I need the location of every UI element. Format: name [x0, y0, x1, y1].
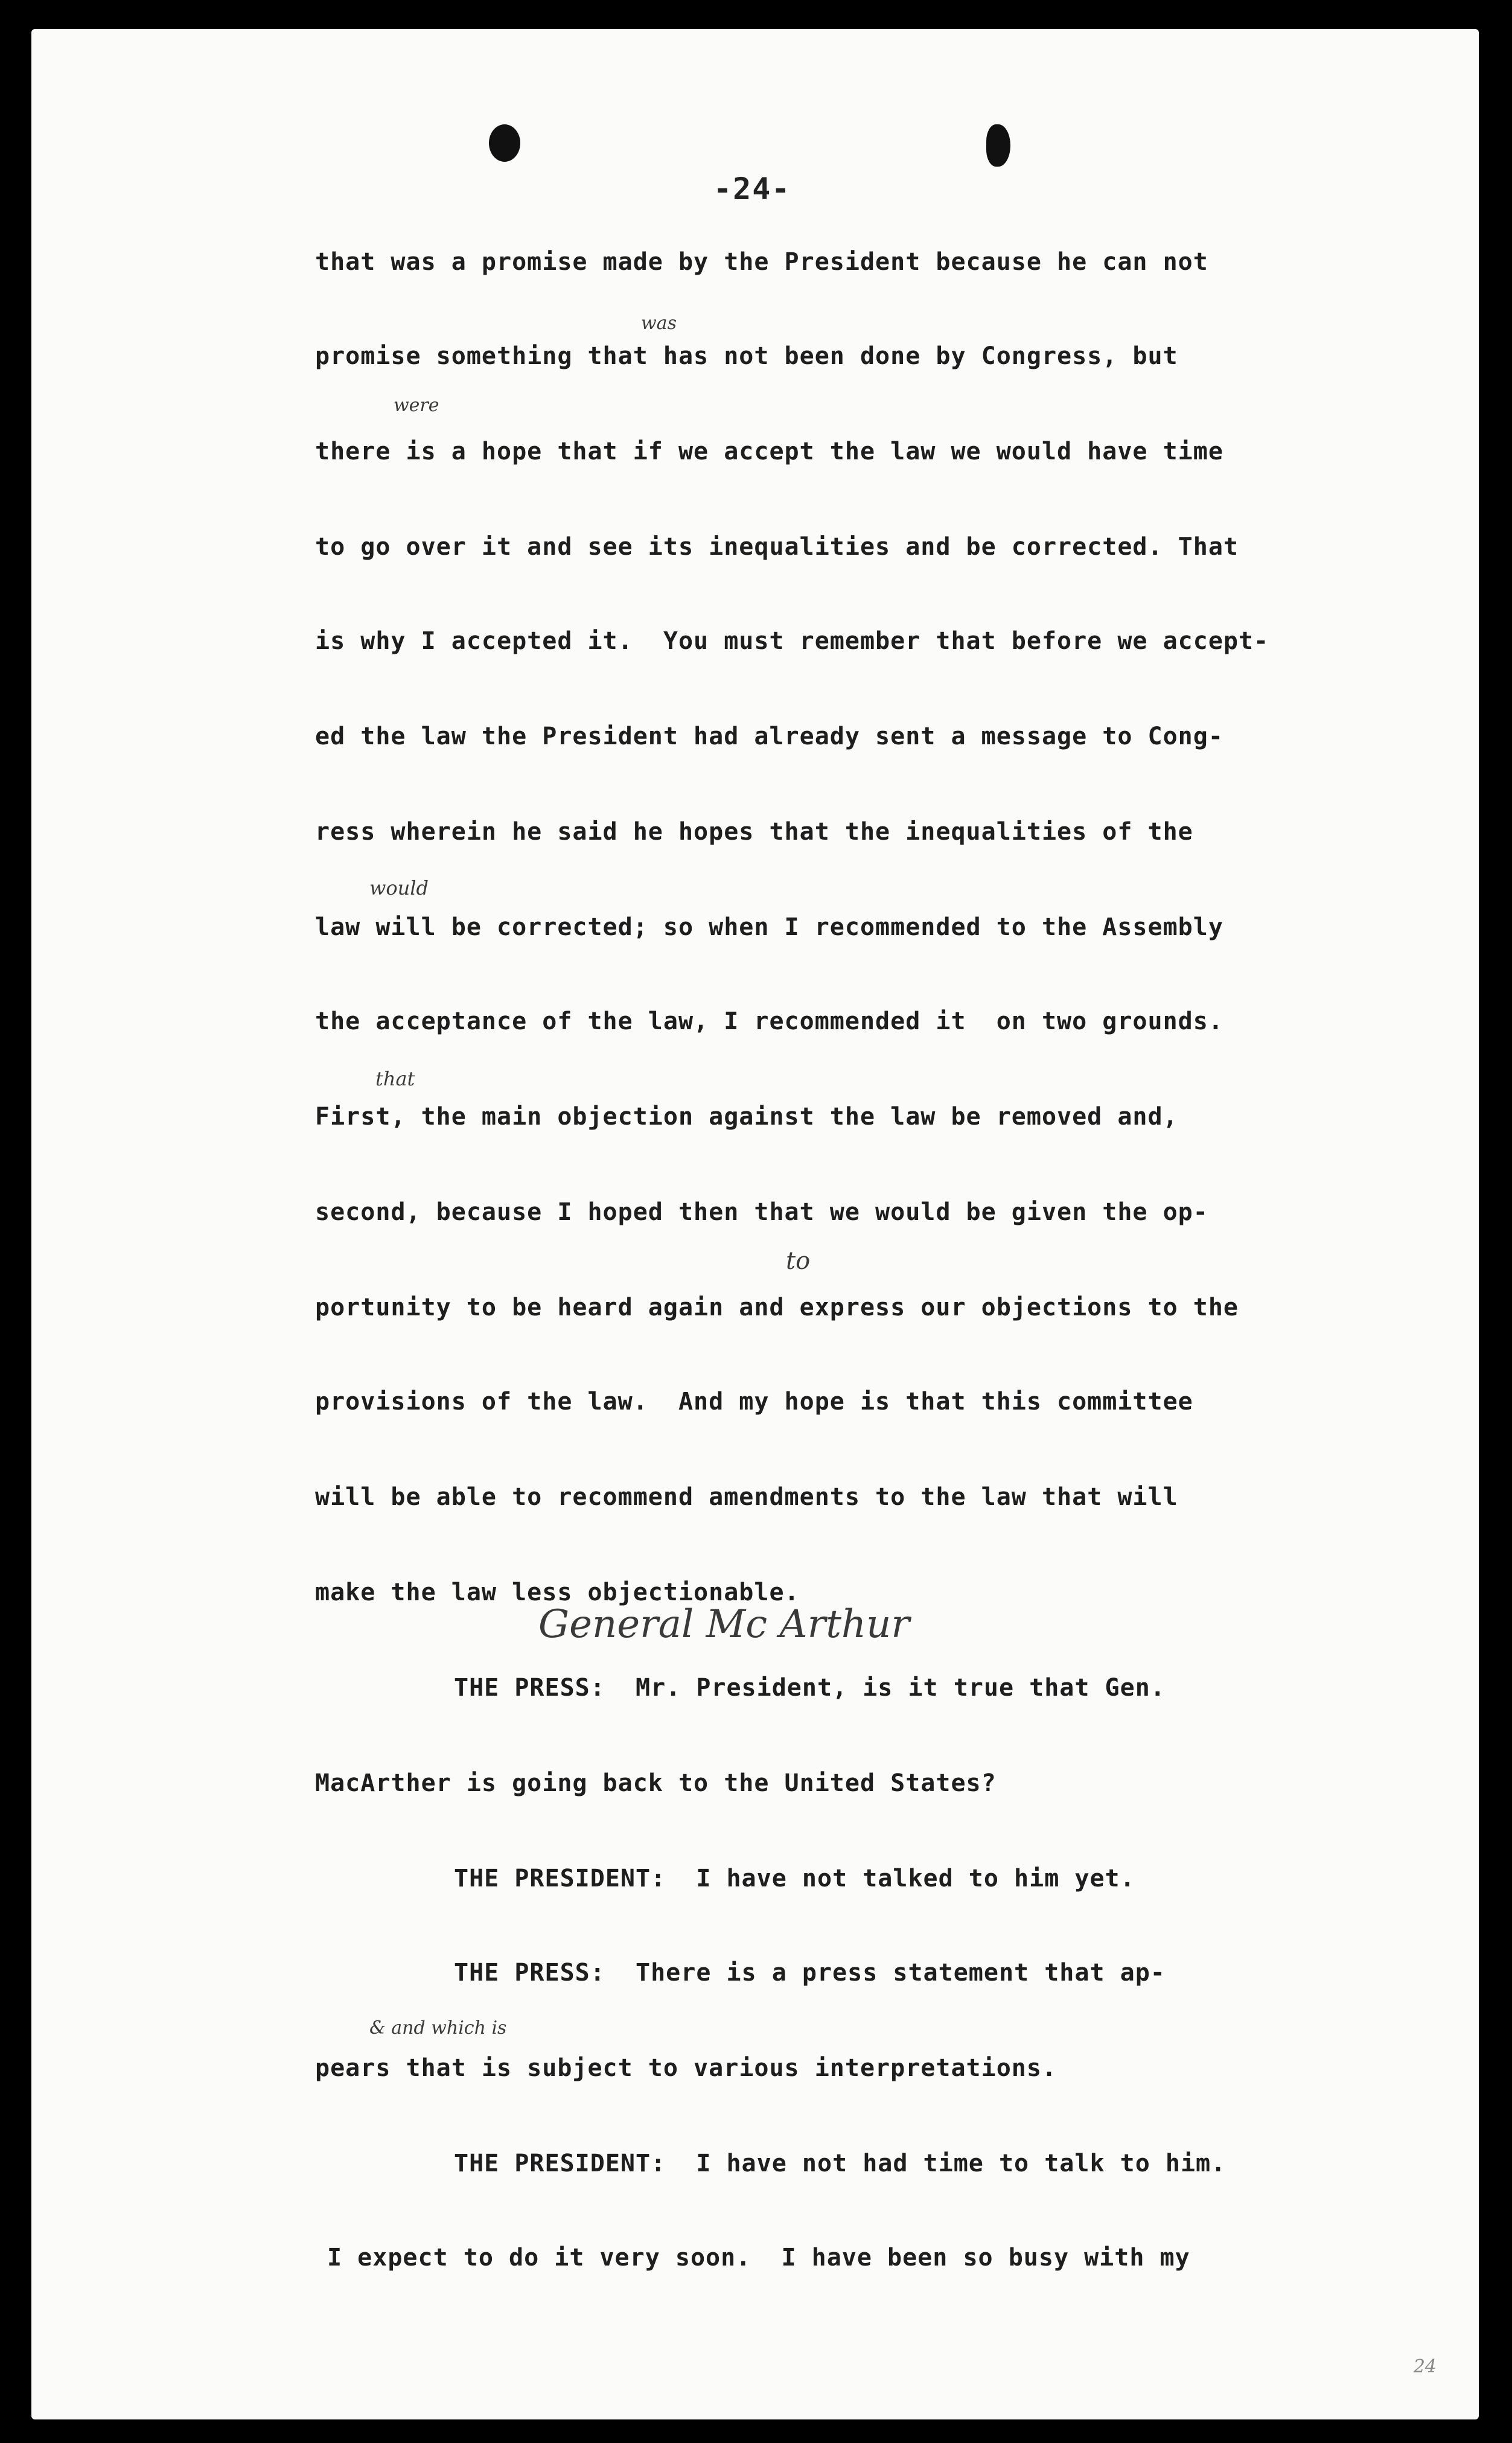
text-line-6: ed the law the President had already sent a message to Cong- — [315, 723, 1223, 750]
text-line-13: provisions of the law. And my hope is that this committee — [315, 1388, 1193, 1416]
text-line-19: THE PRESS: There is a press statement that ap- — [454, 1959, 1166, 1987]
text-line-21: THE PRESIDENT: I have not had time to talk to him. — [454, 2150, 1227, 2177]
text-line-22: I expect to do it very soon. I have been so busy with my — [327, 2244, 1190, 2272]
text-line-10: First, the main objection against the law be removed and, — [315, 1103, 1178, 1131]
text-line-18: THE PRESIDENT: I have not talked to him yet. — [454, 1865, 1135, 1892]
corner-folio-number: 24 — [1413, 2356, 1437, 2377]
document-page — [31, 29, 1479, 2419]
signature-general-mcarthur: General Mc Arthur — [538, 1602, 910, 1647]
text-line-17: MacArther is going back to the United States? — [315, 1769, 997, 1797]
handwritten-note-would: would — [369, 877, 429, 899]
page-number: -24- — [713, 171, 791, 206]
handwritten-note-that: that — [375, 1067, 415, 1090]
handwritten-note-was: was — [641, 313, 677, 334]
text-line-3: there is a hope that if we accept the law we would have time — [315, 438, 1223, 465]
punch-hole-right — [986, 124, 1010, 167]
handwritten-note-were: were — [394, 395, 439, 416]
text-line-4: to go over it and see its inequalities and be corrected. That — [315, 533, 1239, 561]
text-line-15: make the law less objectionable. — [315, 1579, 800, 1606]
text-line-12: portunity to be heard again and express our objections to the — [315, 1294, 1239, 1321]
text-line-8: law will be corrected; so when I recommended to the Assembly — [315, 913, 1223, 941]
text-line-11: second, because I hoped then that we would be given the op- — [315, 1198, 1208, 1226]
punch-hole-left — [489, 124, 520, 162]
text-line-2: promise something that has not been done by Congress, but — [315, 342, 1178, 370]
text-line-7: ress wherein he said he hopes that the inequalities of the — [315, 818, 1193, 846]
handwritten-note-to: to — [786, 1247, 811, 1275]
text-line-16: THE PRESS: Mr. President, is it true that Gen. — [454, 1674, 1166, 1702]
text-line-9: the acceptance of the law, I recommended it on two grounds. — [315, 1008, 1223, 1035]
handwritten-note-and-which-is: & and which is — [369, 2017, 507, 2039]
text-line-5: is why I accepted it. You must remember that before we accept- — [315, 627, 1269, 655]
text-line-1: that was a promise made by the President because he can not — [315, 248, 1208, 276]
text-line-20: pears that is subject to various interpretations. — [315, 2054, 1057, 2082]
text-line-14: will be able to recommend amendments to the law that will — [315, 1483, 1178, 1511]
